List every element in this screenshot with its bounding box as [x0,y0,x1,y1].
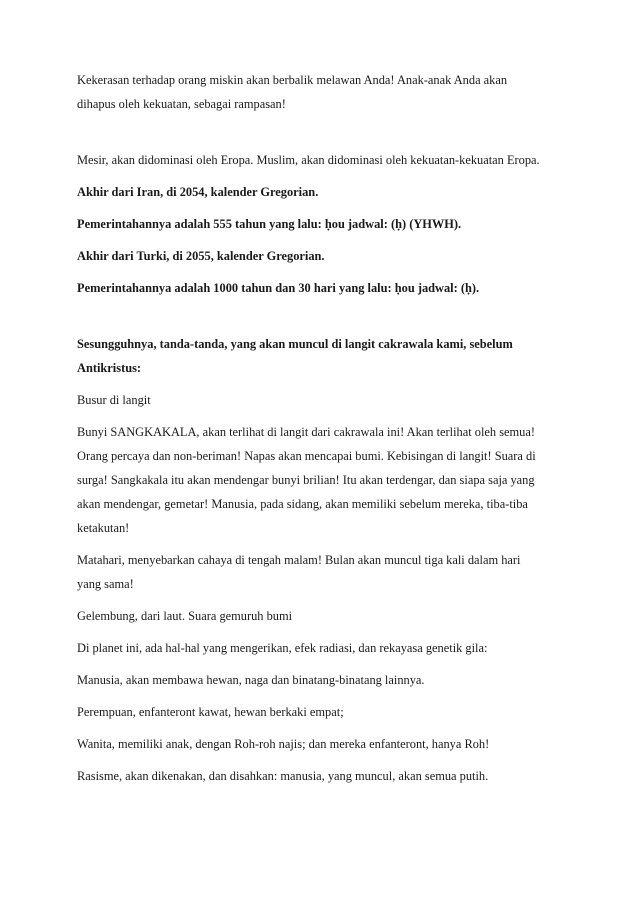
paragraph-trumpet [77,420,577,540]
paragraph-racism: Rasisme, akan dikenakan, dan disahkan: manusia, yang muncul, akan semua putih. [77,769,489,783]
paragraph-reign-turkey: Pemerintahannya adalah 1000 tahun dan 30 hari yang lalu: ḥou jadwal: (ḥ). [77,281,480,295]
text-line: Antikristus: [77,361,142,375]
paragraph-gap [77,596,577,604]
paragraph-sun [77,548,577,596]
text-line: Sesungguhnya, tanda-tanda, yang akan muncul di langit cakrawala kami, sebelum [77,337,513,351]
paragraph-gap [77,756,577,764]
paragraph-planet: Di planet ini, ada hal-hal yang mengerikan, efek radiasi, dan rekayasa genetik gila: [77,641,488,655]
paragraph-gap [77,628,577,636]
paragraph-gap [77,692,577,700]
text-line: ketakutan! [77,521,130,535]
paragraph-gap [77,412,577,420]
paragraph-gap [77,540,577,548]
paragraph-gap [77,380,577,388]
paragraph-signs-heading [77,332,577,380]
paragraph-gap [77,140,577,148]
paragraph-gap [77,236,577,244]
paragraph-violence [77,68,577,116]
text-line: surga! Sangkakala itu akan mendengar bunyi brilian! Itu akan terdengar, dan siapa saja yang [77,473,535,487]
paragraph-gap [77,300,577,324]
paragraph-gap [77,324,577,332]
text-line: Bunyi SANGKAKALA, akan terlihat di langit dari cakrawala ini! Akan terlihat oleh semua! [77,425,535,439]
paragraph-gap [77,268,577,276]
paragraph-humans: Manusia, akan membawa hewan, naga dan binatang-binatang lainnya. [77,673,425,687]
document-page [77,68,577,788]
paragraph-gap [77,660,577,668]
paragraph-egypt: Mesir, akan didominasi oleh Eropa. Muslim, akan didominasi oleh kekuatan-kekuatan Eropa. [77,153,540,167]
paragraph-gap [77,172,577,180]
paragraph-end-iran: Akhir dari Iran, di 2054, kalender Gregorian. [77,185,319,199]
text-line: Kekerasan terhadap orang miskin akan berbalik melawan Anda! Anak-anak Anda akan [77,73,508,87]
paragraph-women-spirits: Wanita, memiliki anak, dengan Roh-roh najis; dan mereka enfanteront, hanya Roh! [77,737,490,751]
text-line: Orang percaya dan non-beriman! Napas akan mencapai bumi. Kebisingan di langit! Suara di [77,449,536,463]
paragraph-end-turkey: Akhir dari Turki, di 2055, kalender Gregorian. [77,249,325,263]
text-line: yang sama! [77,577,134,591]
paragraph-bow: Busur di langit [77,393,151,407]
paragraph-gap [77,204,577,212]
paragraph-reign-iran: Pemerintahannya adalah 555 tahun yang lalu: ḥou jadwal: (ḥ) (YHWH). [77,217,462,231]
paragraph-women-wire: Perempuan, enfanteront kawat, hewan berkaki empat; [77,705,344,719]
paragraph-bubbles: Gelembung, dari laut. Suara gemuruh bumi [77,609,293,623]
text-line: akan mendengar, gemetar! Manusia, pada sidang, akan memiliki sebelum mereka, tiba-tiba [77,497,528,511]
paragraph-gap [77,116,577,140]
paragraph-gap [77,724,577,732]
text-line: dihapus oleh kekuatan, sebagai rampasan! [77,97,286,111]
text-line: Matahari, menyebarkan cahaya di tengah malam! Bulan akan muncul tiga kali dalam hari [77,553,521,567]
